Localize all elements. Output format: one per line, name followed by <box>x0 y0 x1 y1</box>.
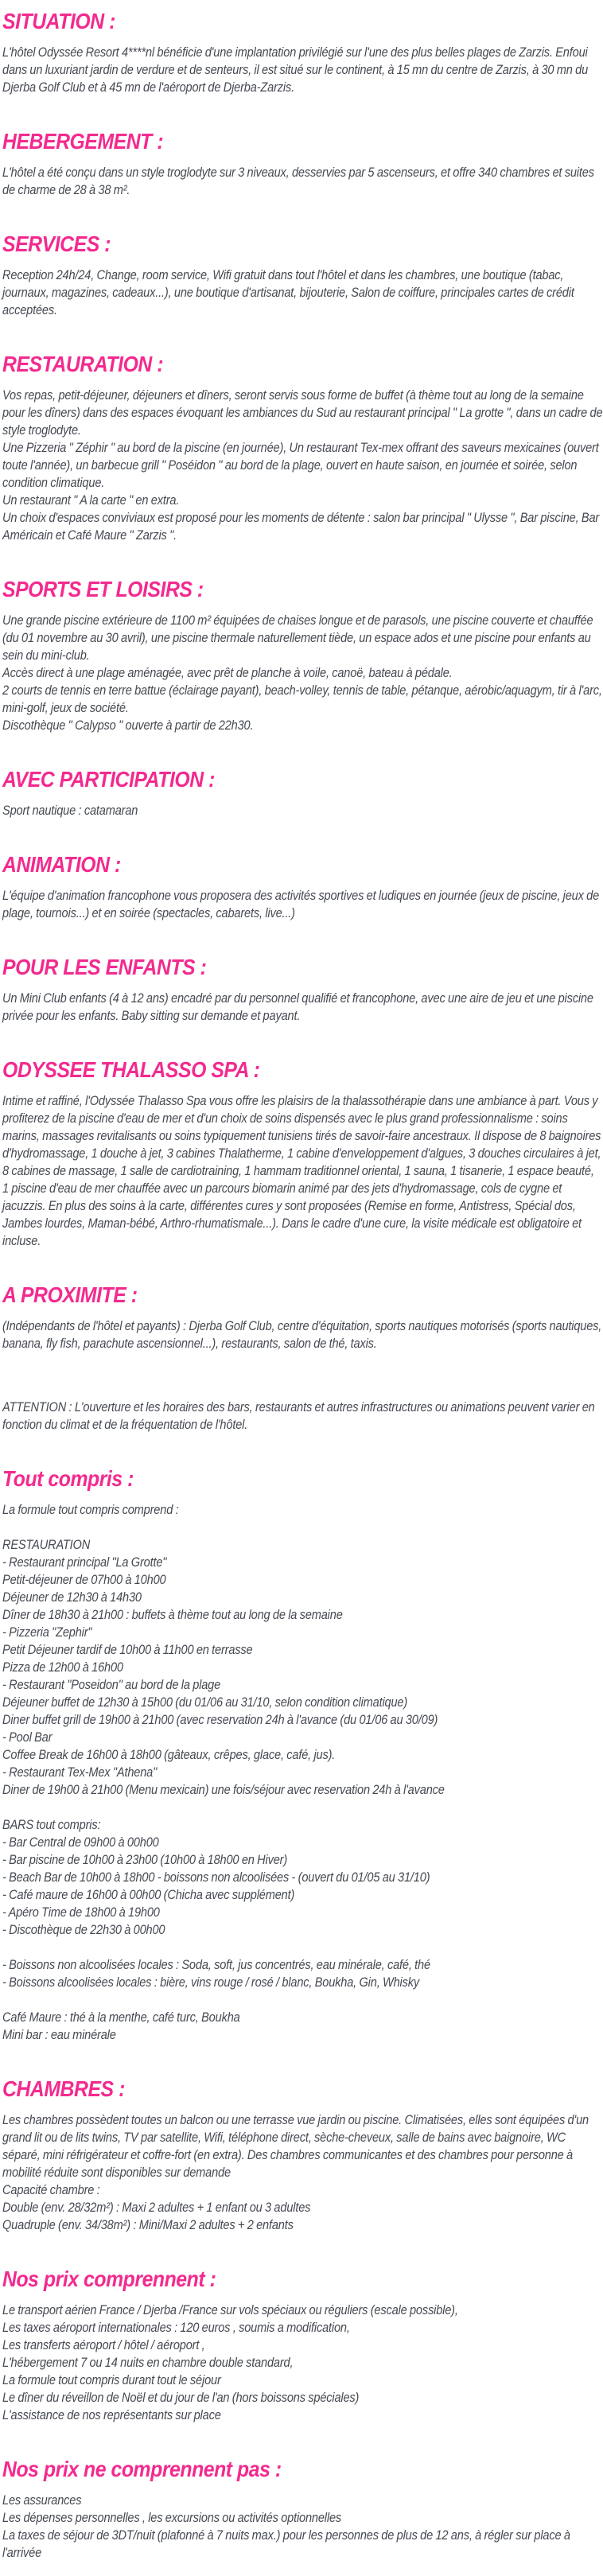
text-line-nos-prix-comprennent-3: L'hébergement 7 ou 14 nuits en chambre double standard, <box>2 2356 294 2370</box>
text-line-nos-prix-comprennent-2: Les transferts aéroport / hôtel / aéroport , <box>2 2338 205 2352</box>
text-line-tout-compris-9: Pizza de 12h00 à 16h00 <box>2 1660 123 1675</box>
text-line-restauration-3: Un choix d'espaces conviviaux est proposé pour les moments de détente : salon bar principal " Ulysse ", Bar piscine, Bar Américain et Café Maure " Zarzis ". <box>2 511 600 543</box>
text-line-animation-0: L'équipe d'animation francophone vous proposera des activités sportives et ludiques en journée (jeux de piscine, jeux de plage, tournois...) et en soirée (spectacles, cabarets, live...) <box>2 889 600 920</box>
text-line-hebergement-0: L'hôtel a été conçu dans un style troglodyte sur 3 niveaux, desservies par 5 ascenseurs, et offre 340 chambres et suites de charme de 28 à 38 m². <box>2 165 594 197</box>
sections-container <box>2 8 603 2562</box>
text-line-sports-et-loisirs-2: 2 courts de tennis en terre battue (éclairage payant), beach-volley, tennis de table, pétanque, aérobic/aquagym, tir à l'arc, mini-golf, jeux de société. <box>2 683 602 715</box>
text-line-tout-compris-27: - Boissons alcoolisées locales : bière, vins rouge / rosé / blanc, Boukha, Gin, Whisky <box>2 1975 420 1990</box>
text-line-tout-compris-18: BARS tout compris: <box>2 1818 101 1832</box>
blank-line <box>2 1519 603 1536</box>
text-line-avec-participation-0: Sport nautique : catamaran <box>2 804 138 818</box>
text-line-tout-compris-3: - Restaurant principal "La Grotte" <box>2 1555 167 1570</box>
section-hebergement <box>2 128 603 199</box>
section-heading-animation: ANIMATION : <box>2 852 121 877</box>
section-heading-odyssee-thalasso-spa: ODYSSEE THALASSO SPA : <box>2 1057 260 1082</box>
section-heading-hebergement: HEBERGEMENT : <box>2 129 164 154</box>
section-nos-prix-comprennent <box>2 2266 603 2424</box>
text-line-tout-compris-5: Déjeuner de 12h30 à 14h30 <box>2 1590 142 1605</box>
text-line-tout-compris-22: - Café maure de 16h00 à 00h00 (Chicha avec supplément) <box>2 1888 295 1902</box>
text-line-nos-prix-comprennent-6: L'assistance de nos représentants sur place <box>2 2408 221 2422</box>
text-line-nos-prix-comprennent-5: Le dîner du réveillon de Noël et du jour de l'an (hors boissons spéciales) <box>2 2391 360 2405</box>
text-line-tout-compris-14: Coffee Break de 16h00 à 18h00 (gâteaux, crêpes, glace, café, jus). <box>2 1748 336 1762</box>
text-line-nos-prix-comprennent-4: La formule tout compris durant tout le séjour <box>2 2373 221 2387</box>
text-line-chambres-3: Quadruple (env. 34/38m²) : Mini/Maxi 2 adultes + 2 enfants <box>2 2218 294 2232</box>
section-heading-pour-les-enfants: POUR LES ENFANTS : <box>2 955 207 979</box>
text-line-tout-compris-11: Déjeuner buffet de 12h30 à 15h00 (du 01/06 au 31/10, selon condition climatique) <box>2 1695 408 1710</box>
section-heading-nos-prix-comprennent: Nos prix comprennent : <box>2 2267 216 2291</box>
section-odyssee-thalasso-spa <box>2 1056 603 1250</box>
section-heading-chambres: CHAMBRES : <box>2 2076 125 2101</box>
section-heading-avec-participation: AVEC PARTICIPATION : <box>2 767 215 792</box>
text-line-tout-compris-12: Diner buffet grill de 19h00 à 21h00 (avec reservation 24h à l'avance (du 01/06 au 30/09) <box>2 1713 438 1727</box>
text-line-tout-compris-6: Dîner de 18h30 à 21h00 : buffets à thème tout au long de la semaine <box>2 1608 343 1622</box>
section-heading-a-proximite: A PROXIMITE : <box>2 1282 138 1307</box>
section-pour-les-enfants <box>2 954 603 1025</box>
document-body <box>2 8 603 2562</box>
section-a-proximite <box>2 1282 603 1352</box>
text-line-chambres-2: Double (env. 28/32m²) : Maxi 2 adultes + 1 enfant ou 3 adultes <box>2 2200 311 2215</box>
section-restauration <box>2 351 603 544</box>
text-line-tout-compris-13: - Pool Bar <box>2 1730 53 1745</box>
text-line-sports-et-loisirs-0: Une grande piscine extérieure de 1100 m² équipées de chaises longue et de parasols, une piscine couverte et chauffée (du 01 novembre au 30 avril), une piscine thermale naturellement tiède, un espace ados et une piscine pour enfants au sein du mini-club. <box>2 613 593 663</box>
section-heading-services: SERVICES : <box>2 232 111 256</box>
section-heading-sports-et-loisirs: SPORTS ET LOISIRS : <box>2 577 204 601</box>
section-heading-situation: SITUATION : <box>2 9 115 33</box>
text-line-pour-les-enfants-0: Un Mini Club enfants (4 à 12 ans) encadré par du personnel qualifié et francophone, avec une aire de jeu et une piscine privée pour les enfants. Baby sitting sur demande et payant. <box>2 991 593 1023</box>
text-line-tout-compris-21: - Beach Bar de 10h00 à 18h00 - boissons non alcoolisées - (ouvert du 01/05 au 31/10) <box>2 1870 430 1885</box>
section-sports-et-loisirs <box>2 576 603 734</box>
section-tout-compris <box>2 1465 603 2044</box>
text-line-tout-compris-26: - Boissons non alcoolisées locales : Soda, soft, jus concentrés, eau minérale, café, thé <box>2 1958 430 1972</box>
text-line-a-proximite-0: (Indépendants de l'hôtel et payants) : Djerba Golf Club, centre d'équitation, sports nautiques motorisés (sports nautiques, banana, fly fish, parachute ascensionnel...), restaurants, salon de thé, taxis. <box>2 1319 602 1351</box>
text-line-tout-compris-7: - Pizzeria "Zephir" <box>2 1625 92 1640</box>
text-line-tout-compris-4: Petit-déjeuner de 07h00 à 10h00 <box>2 1573 166 1587</box>
text-line-services-0: Reception 24h/24, Change, room service, Wifi gratuit dans tout l'hôtel et dans les chambres, une boutique (tabac, journaux, magazines, cadeaux...), une boutique d'artisanat, bijouterie, Salon de coiffure, principales cartes de crédit acceptées. <box>2 268 574 317</box>
section-animation <box>2 851 603 922</box>
text-line-situation-0: L'hôtel Odyssée Resort 4****nl bénéficie d'une implantation privilégié sur l'une des plus belles plages de Zarzis. Enfoui dans un luxuriant jardin de verdure et de senteurs, il est situé sur le continent, à 15 mn du centre de Zarzis, à 30 mn du Djerba Golf Club et à 45 mn de l'aéroport de Djerba-Zarzis. <box>2 45 589 95</box>
text-line-attention-0: ATTENTION : L'ouverture et les horaires des bars, restaurants et autres infrastructures ou animations peuvent varier en fonction du climat et de la fréquentation de l'hôtel. <box>2 1400 595 1432</box>
section-attention <box>2 1399 603 1434</box>
section-heading-restauration: RESTAURATION : <box>2 352 164 376</box>
section-situation <box>2 8 603 96</box>
section-chambres <box>2 2076 603 2234</box>
text-line-nos-prix-comprennent-1: Les taxes aéroport internationales : 120 euros , soumis a modification, <box>2 2321 350 2335</box>
text-line-nos-prix-ne-comprennent-pas-1: Les dépenses personnelles , les excursions ou activités optionnelles <box>2 2511 342 2525</box>
text-line-restauration-2: Un restaurant " A la carte " en extra. <box>2 493 180 508</box>
text-line-tout-compris-2: RESTAURATION <box>2 1538 91 1552</box>
text-line-nos-prix-ne-comprennent-pas-0: Les assurances <box>2 2493 82 2508</box>
section-nos-prix-ne-comprennent-pas <box>2 2456 603 2562</box>
blank-line <box>2 1939 603 1956</box>
blank-line <box>2 1991 603 2009</box>
text-line-chambres-1: Capacité chambre : <box>2 2183 100 2197</box>
section-heading-tout-compris: Tout compris : <box>2 1466 134 1491</box>
text-line-nos-prix-ne-comprennent-pas-2: La taxes de séjour de 3DT/nuit (plafonné à 7 nuits max.) pour les personnes de plus de 12 ans, à régler sur place à l'arrivée <box>2 2528 570 2560</box>
text-line-tout-compris-20: - Bar piscine de 10h00 à 23h00 (10h00 à 18h00 en Hiver) <box>2 1853 288 1867</box>
text-line-chambres-0: Les chambres possèdent toutes un balcon ou une terrasse vue jardin ou piscine. Climatisées, elles sont équipées d'un grand lit ou de lits twins, TV par satellite, Wifi, téléphone direct, sèche-cheveux, salle de bains avec baignoire, WC séparé, mini réfrigérateur et coffre-fort (en extra). Des chambres communicantes et des chambres pour personne à mobilité réduite sont disponibles sur demande <box>2 2113 589 2180</box>
text-line-tout-compris-29: Café Maure : thé à la menthe, café turc, Boukha <box>2 2010 240 2025</box>
text-line-tout-compris-24: - Discothèque de 22h30 à 00h00 <box>2 1923 165 1937</box>
text-line-nos-prix-comprennent-0: Le transport aérien France / Djerba /France sur vols spéciaux ou réguliers (escale possible), <box>2 2303 458 2317</box>
text-line-odyssee-thalasso-spa-0: Intime et raffiné, l'Odyssée Thalasso Spa vous offre les plaisirs de la thalassothérapie dans une ambiance à part. Vous y profiterez de la piscine d'eau de mer et d'un choix de soins dispensés avec le plus grand professionnalisme : soins marins, massages revitalisants ou soins typiquement tunisiens tirés de savoir-faire ancestraux. Il dispose de 8 baignoires d'hydromassage, 1 douche à jet, 3 cabines Thalatherme, 1 cabine d'enveloppement d'algues, 3 douches circulaires à jet, 8 cabines de massage, 1 salle de cardiotraining, 1 hammam traditionnel oriental, 1 sauna, 1 tisanerie, 1 espace beauté, 1 piscine d'eau de mer chauffée avec un parcours biomarin animé par des jets d'hydromassage, cols de cygne et jacuzzis. En plus des soins à la carte, différentes cures y sont proposées (Remise en forme, Antistress, Spécial dos, Jambes lourdes, Maman-bébé, Arthro-rhumatismale...). Dans le cadre d'une cure, la visite médicale est obligatoire et incluse. <box>2 1094 601 1248</box>
text-line-restauration-1: Une Pizzeria " Zéphir " au bord de la piscine (en journée), Un restaurant Tex-mex offrant des saveurs mexicaines (ouvert toute l'année), un barbecue grill " Poséidon " au bord de la plage, ouvert en haute saison, en journée et soirée, selon condition climatique. <box>2 441 599 490</box>
section-services <box>2 231 603 319</box>
text-line-tout-compris-30: Mini bar : eau minérale <box>2 2028 116 2042</box>
text-line-tout-compris-15: - Restaurant Tex-Mex "Athena" <box>2 1765 158 1780</box>
section-avec-participation <box>2 766 603 819</box>
text-line-sports-et-loisirs-3: Discothèque " Calypso " ouverte à partir de 22h30. <box>2 718 254 733</box>
text-line-tout-compris-19: - Bar Central de 09h00 à 00h00 <box>2 1835 159 1850</box>
text-line-tout-compris-8: Petit Déjeuner tardif de 10h00 à 11h00 en terrasse <box>2 1643 253 1657</box>
section-heading-nos-prix-ne-comprennent-pas: Nos prix ne comprennent pas : <box>2 2457 282 2481</box>
text-line-tout-compris-16: Diner de 19h00 à 21h00 (Menu mexicain) une fois/séjour avec reservation 24h à l'avance <box>2 1783 445 1797</box>
text-line-sports-et-loisirs-1: Accès direct à une plage aménagée, avec prêt de planche à voile, canoë, bateau à pédale. <box>2 666 453 680</box>
text-line-tout-compris-0: La formule tout compris comprend : <box>2 1503 179 1517</box>
text-line-tout-compris-10: - Restaurant "Poseidon" au bord de la plage <box>2 1678 221 1692</box>
blank-line <box>2 1799 603 1816</box>
text-line-restauration-0: Vos repas, petit-déjeuner, déjeuners et dîners, seront servis sous forme de buffet (à thème tout au long de la semaine pour les dîners) dans des espaces évoquant les ambiances du Sud au restaurant principal " La grotte ", dans un cadre de style troglodyte. <box>2 388 603 438</box>
text-line-tout-compris-23: - Apéro Time de 18h00 à 19h00 <box>2 1905 160 1920</box>
